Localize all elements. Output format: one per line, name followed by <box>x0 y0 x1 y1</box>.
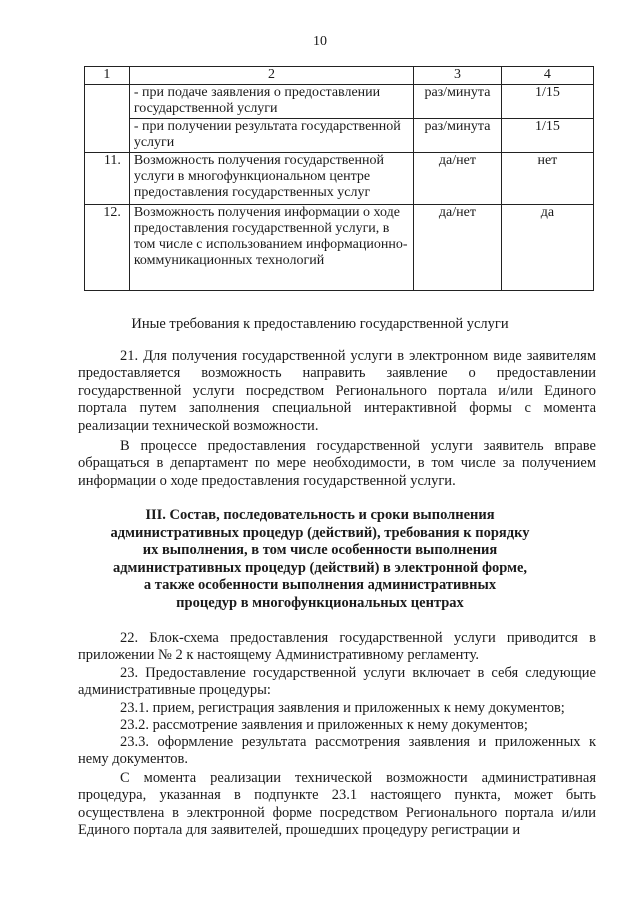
row-value-cell: 1/15 <box>501 85 593 119</box>
row-text-cell: Возможность получения государственной услуги в многофункциональном центре предоставления государственных услуг <box>129 153 413 205</box>
row-number-cell: 12. <box>85 205 130 291</box>
table-header-cell: 3 <box>414 67 502 85</box>
table-row <box>85 85 594 119</box>
row-value-cell: да <box>501 205 593 291</box>
table-row <box>85 205 594 291</box>
row-unit-cell: да/нет <box>414 205 502 291</box>
paragraph-23-2: 23.2. рассмотрение заявления и приложенных к нему документов; <box>120 717 528 733</box>
row-value-cell: 1/15 <box>501 119 593 153</box>
table-header-cell: 2 <box>129 67 413 85</box>
section-title-line: процедур в многофункциональных центрах <box>176 594 464 611</box>
row-number-cell: 11. <box>85 153 130 205</box>
page-number: 10 <box>313 34 327 49</box>
section-title-line: административных процедур (действий) в электронной форме, <box>112 559 528 576</box>
section-title-line: их выполнения, в том числе особенности выполнения <box>142 542 498 558</box>
row-unit-cell: да/нет <box>414 153 502 205</box>
paragraph-23: 23. Предоставление государственной услуги включает в себя следующие административные процедуры: <box>78 665 596 699</box>
table-header-cell: 1 <box>85 67 130 85</box>
paragraph-21-continued: В процессе предоставления государственной услуги заявитель вправе обращаться в департамент по мере необходимости, в том числе за получением информации о ходе предоставления государственной услуги. <box>78 438 596 489</box>
section-title <box>0 507 640 612</box>
paragraph-23-3: 23.3. оформление результата рассмотрения заявления и приложенных к нему документов. <box>78 734 596 768</box>
table-row <box>85 153 594 205</box>
row-unit-cell: раз/минута <box>414 119 502 153</box>
table-header-cell: 4 <box>501 67 593 85</box>
section-title-line: III. Состав, последовательность и сроки выполнения <box>145 507 495 523</box>
indicators-table <box>84 66 594 291</box>
section-title-line: административных процедур (действий), требования к порядку <box>110 524 530 541</box>
section-title-line: а также особенности выполнения административных <box>143 577 497 593</box>
row-text-cell: - при получении результата государственной услуги <box>129 119 413 153</box>
table-row <box>85 119 594 153</box>
paragraph-final: С момента реализации технической возможности административная процедура, указанная в подпункте 23.1 настоящего пункта, может быть осуществлена в электронной форме посредством Регионального портала и/или Единого портала для заявителей, прошедших процедуру регистрации и <box>78 770 596 839</box>
row-unit-cell: раз/минута <box>414 85 502 119</box>
subsection-heading: Иные требования к предоставлению государственной услуги <box>131 316 509 332</box>
paragraph-23-1: 23.1. прием, регистрация заявления и приложенных к нему документов; <box>120 700 565 716</box>
row-text-cell: - при подаче заявления о предоставлении государственной услуги <box>129 85 413 119</box>
row-text-cell: Возможность получения информации о ходе предоставления государственной услуги, в том числе с использованием информационно-коммуникационных технологий <box>129 205 413 291</box>
row-number-cell <box>85 85 130 153</box>
paragraph-22: 22. Блок-схема предоставления государственной услуги приводится в приложении № 2 к настоящему Административному регламенту. <box>78 630 596 664</box>
table-header-row <box>85 67 594 85</box>
paragraph-21: 21. Для получения государственной услуги в электронном виде заявителям предоставляется возможность направить заявление о предоставлении государственной услуги посредством Регионального портала и/или Единого портала путем заполнения специальной интерактивной формы с момента реализации технической возможности. <box>78 348 596 434</box>
row-value-cell: нет <box>501 153 593 205</box>
